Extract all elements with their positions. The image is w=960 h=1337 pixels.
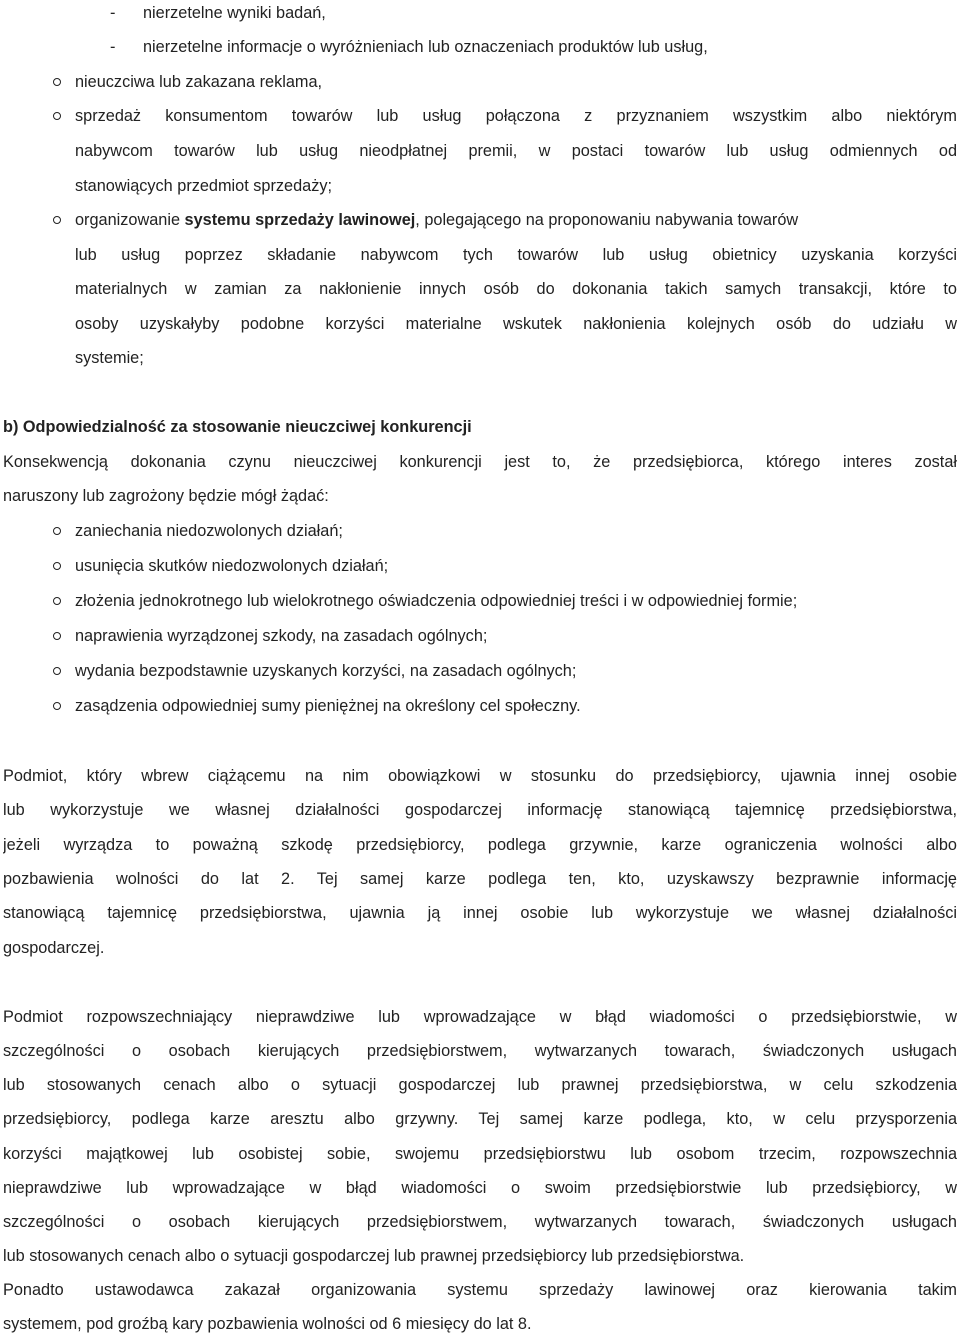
bullet-icon [53,112,61,120]
paragraph-line: lub stosowanych cenach albo o sytuacji gospodarczej lub prawnej przedsiębiorstwa, w celu szkodzenia [3,1076,957,1094]
bullet-item: zasądzenia odpowiedniej sumy pieniężnej na określony cel społeczny. [75,697,581,715]
bullet-icon [53,667,61,675]
paragraph-line: lub wykorzystuje we własnej działalności gospodarczej informację stanowiącą tajemnicę przedsiębiorstwa, [3,801,957,819]
bullet-item: wydania bezpodstawnie uzyskanych korzyści, na zasadach ogólnych; [75,662,577,680]
bullet-icon [53,78,61,86]
bullet-item-line: systemie; [75,349,144,367]
bullet-item-line: nabywcom towarów lub usług nieodpłatnej premii, w postaci towarów lub usług odmiennych od [75,142,957,160]
paragraph-line: nieprawdziwe lub wprowadzające w błąd wiadomości o swoim przedsiębiorstwie lub przedsiębiorcy, w [3,1179,957,1197]
bullet-icon [53,562,61,570]
bullet-item: nieuczciwa lub zakazana reklama, [75,73,323,91]
paragraph-line: lub stosowanych cenach albo o sytuacji gospodarczej lub prawnej przedsiębiorcy lub przedsiębiorstwa. [3,1247,745,1265]
paragraph-line: jeżeli wyrządza to poważną szkodę przedsiębiorcy, podlega grzywnie, karze ograniczenia wolności albo [3,836,957,854]
bullet-item: złożenia jednokrotnego lub wielokrotnego oświadczenia odpowiedniej treści i w odpowiedniej formie; [75,592,798,610]
paragraph-line: pozbawienia wolności do lat 2. Tej samej karze podlega ten, kto, uzyskawszy bezprawnie informację [3,870,957,888]
bullet-item-line: osoby uzyskałyby podobne korzyści materialne wskutek nakłonienia kolejnych osób do udziału w [75,315,957,333]
paragraph-line: Podmiot rozpowszechniający nieprawdziwe lub wprowadzające w błąd wiadomości o przedsiębiorstwie, w [3,1008,957,1026]
section-heading: b) Odpowiedzialność za stosowanie nieuczciwej konkurencji [3,418,472,436]
paragraph-line: przedsiębiorcy, podlega karze aresztu albo grzywny. Tej samej karze podlega, kto, w celu przysporzenia [3,1110,957,1128]
paragraph-line: szczególności o osobach kierujących przedsiębiorstwem, wytwarzanych towarach, świadczonych usługach [3,1042,957,1060]
dash-item: nierzetelne wyniki badań, [143,4,326,22]
paragraph-line: Podmiot, który wbrew ciążącemu na nim obowiązkowi w stosunku do przedsiębiorcy, ujawnia innej osobie [3,767,957,785]
text-run: organizowanie [75,211,185,229]
bold-term: systemu sprzedaży lawinowej [184,211,416,229]
dash-item: nierzetelne informacje o wyróżnieniach lub oznaczeniach produktów lub usług, [143,38,708,56]
bullet-item-line: lub usług poprzez składanie nabywcom tych towarów lub usług obietnicy uzyskania korzyści [75,246,957,264]
bullet-item: usunięcia skutków niedozwolonych działań; [75,557,389,575]
paragraph-line: Ponadto ustawodawca zakazał organizowania systemu sprzedaży lawinowej oraz kierowania takim [3,1281,957,1299]
paragraph-line: gospodarczej. [3,939,105,957]
bullet-icon [53,216,61,224]
bullet-icon [53,527,61,535]
bullet-icon [53,632,61,640]
bullet-item-line: sprzedaż konsumentom towarów lub usług połączona z przyznaniem wszystkim albo niektórym [75,107,957,125]
dash-marker: - [110,38,116,56]
section-intro-line: naruszony lub zagrożony będzie mógł żądać: [3,487,329,505]
bullet-item-line: stanowiących przedmiot sprzedaży; [75,177,332,195]
bullet-item-line [75,210,798,230]
bullet-icon [53,597,61,605]
paragraph-line: stanowiącą tajemnicę przedsiębiorstwa, ujawnia ją innej osobie lub wykorzystuje we własnej działalności [3,904,957,922]
bullet-item-line: materialnych w zamian za nakłonienie innych osób do dokonania takich samych transakcji, które to [75,280,957,298]
bullet-item: naprawienia wyrządzonej szkody, na zasadach ogólnych; [75,627,488,645]
bullet-icon [53,702,61,710]
text-run: , polegającego na proponowaniu nabywania towarów [415,211,799,229]
dash-marker: - [110,4,116,22]
paragraph-line: szczególności o osobach kierujących przedsiębiorstwem, wytwarzanych towarach, świadczonych usługach [3,1213,957,1231]
bullet-item: zaniechania niedozwolonych działań; [75,522,343,540]
paragraph-line: systemem, pod groźbą kary pozbawienia wolności od 6 miesięcy do lat 8. [3,1315,532,1333]
section-intro-line: Konsekwencją dokonania czynu nieuczciwej konkurencji jest to, że przedsiębiorca, którego interes został [3,453,957,471]
paragraph-line: korzyści majątkowej lub osobistej sobie, swojemu przedsiębiorstwu lub osobom trzecim, rozpowszechnia [3,1145,957,1163]
